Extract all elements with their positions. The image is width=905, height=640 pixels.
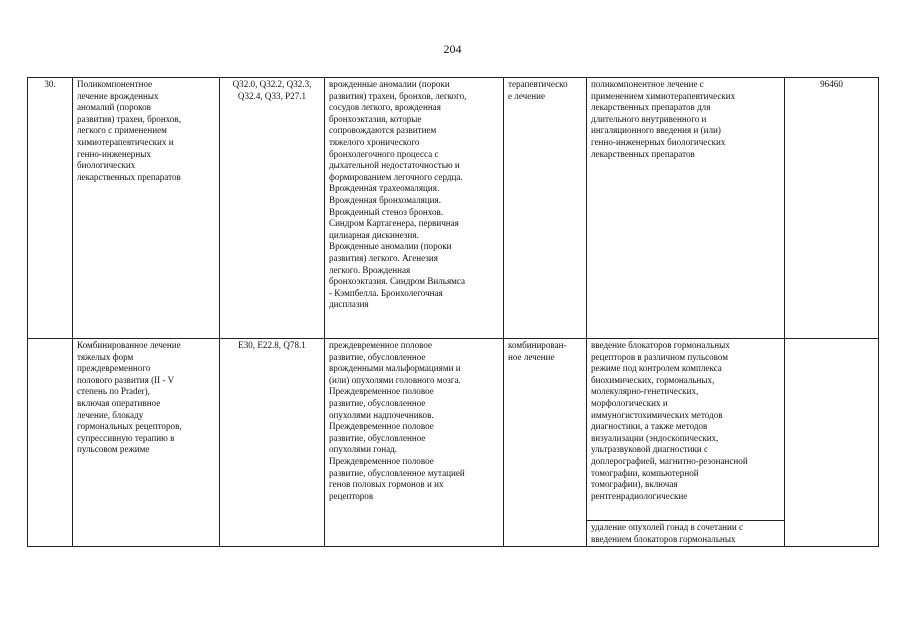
patient-model-cell — [325, 339, 504, 547]
treatment-method: введение блокаторов гормональных рецепторов в различном пульсовом режиме под контролем комплекса биохимических, гормональных, молекулярно-генетических, морфологических и иммуногистохимических методов диагностики, а также методов визуализации (эндоскопических, ультразвуковой диагностики с доплерографией, магнитно-резонансной томографии, компьютерной томографии), включая рентгенрадиологические — [591, 340, 748, 501]
table-row — [28, 78, 879, 339]
icd-codes: Q32.0, Q32.2, Q32.3, Q32.4, Q33, P27.1 — [232, 79, 312, 101]
icd-codes: E30, E22.8, Q78.1 — [238, 340, 306, 350]
treatment-method-cell — [587, 339, 785, 521]
treatment-method-cell-2 — [587, 521, 785, 547]
service-name-cell — [73, 339, 220, 547]
tariff-value: 96460 — [820, 79, 843, 89]
table-row — [28, 339, 879, 521]
service-name: Поликомпонентное лечение врожденных аномалий (пороков развития) трахеи, бронхов, легкого с применением химиотерапевтических и генно-инженерных биологических лекарственных препаратов — [77, 79, 182, 182]
treatment-type-cell — [504, 339, 587, 547]
treatment-type: терапевтическо е лечение — [508, 79, 568, 101]
page-number: 204 — [443, 42, 462, 56]
icd-codes-cell — [220, 339, 325, 547]
tariff-cell — [785, 339, 879, 547]
treatment-method-2: удаление опухолей гонад в сочетании с введением блокаторов гормональных — [591, 522, 744, 544]
patient-model-cell — [325, 78, 504, 339]
service-table — [27, 77, 879, 547]
row-number-cell — [28, 339, 73, 547]
patient-model: врожденные аномалии (пороки развития) трахеи, бронхов, легкого, сосудов легкого, врожденная бронхоэктазия, которые сопровождаются развитием тяжелого хронического бронхолегочного процесса с дыхательной недостаточностью и формированием легочного сердца. Врожденная трахеомаляция. Врожденная бронхомаляция. Врожденный стеноз бронхов. Синдром Картагенера, первичная цилиарная дискинезия. Врожденные аномалии (пороки развития) легкого. Агенезия легкого. Врожденная бронхоэктазия. Синдром Вильямса - Кэмпбелла. Бронхолегочная дисплазия — [329, 79, 467, 310]
service-name-cell — [73, 78, 220, 339]
tariff-cell — [785, 78, 879, 339]
treatment-type-cell — [504, 78, 587, 339]
row-number: 30. — [44, 79, 56, 89]
row-number-cell — [28, 78, 73, 339]
patient-model: преждевременное половое развитие, обусловленное врожденными мальформациями и (или) опухолями головного мозга. Преждевременное половое развитие, обусловленное опухолями надпочечников. Преждевременное половое развитие, обусловленное опухолями гонад. Преждевременное половое развитие, обусловленное мутацией генов половых гормонов и их рецепторов — [329, 340, 465, 501]
treatment-method: поликомпонентное лечение с применением химиотерапевтических лекарственных препаратов для длительного внутривенного и ингаляционного введения и (или) генно-инженерных биологических лекарственных препаратов — [591, 79, 736, 159]
treatment-type: комбинирован- ное лечение — [508, 340, 567, 362]
treatment-method-cell — [587, 78, 785, 339]
service-name: Комбинированное лечение тяжелых форм преждевременного полового развития (II - V степень по Prader), включая оперативное лечение, блокаду гормональных рецепторов, супрессивную терапию в пульсовом режиме — [77, 340, 182, 455]
icd-codes-cell — [220, 78, 325, 339]
